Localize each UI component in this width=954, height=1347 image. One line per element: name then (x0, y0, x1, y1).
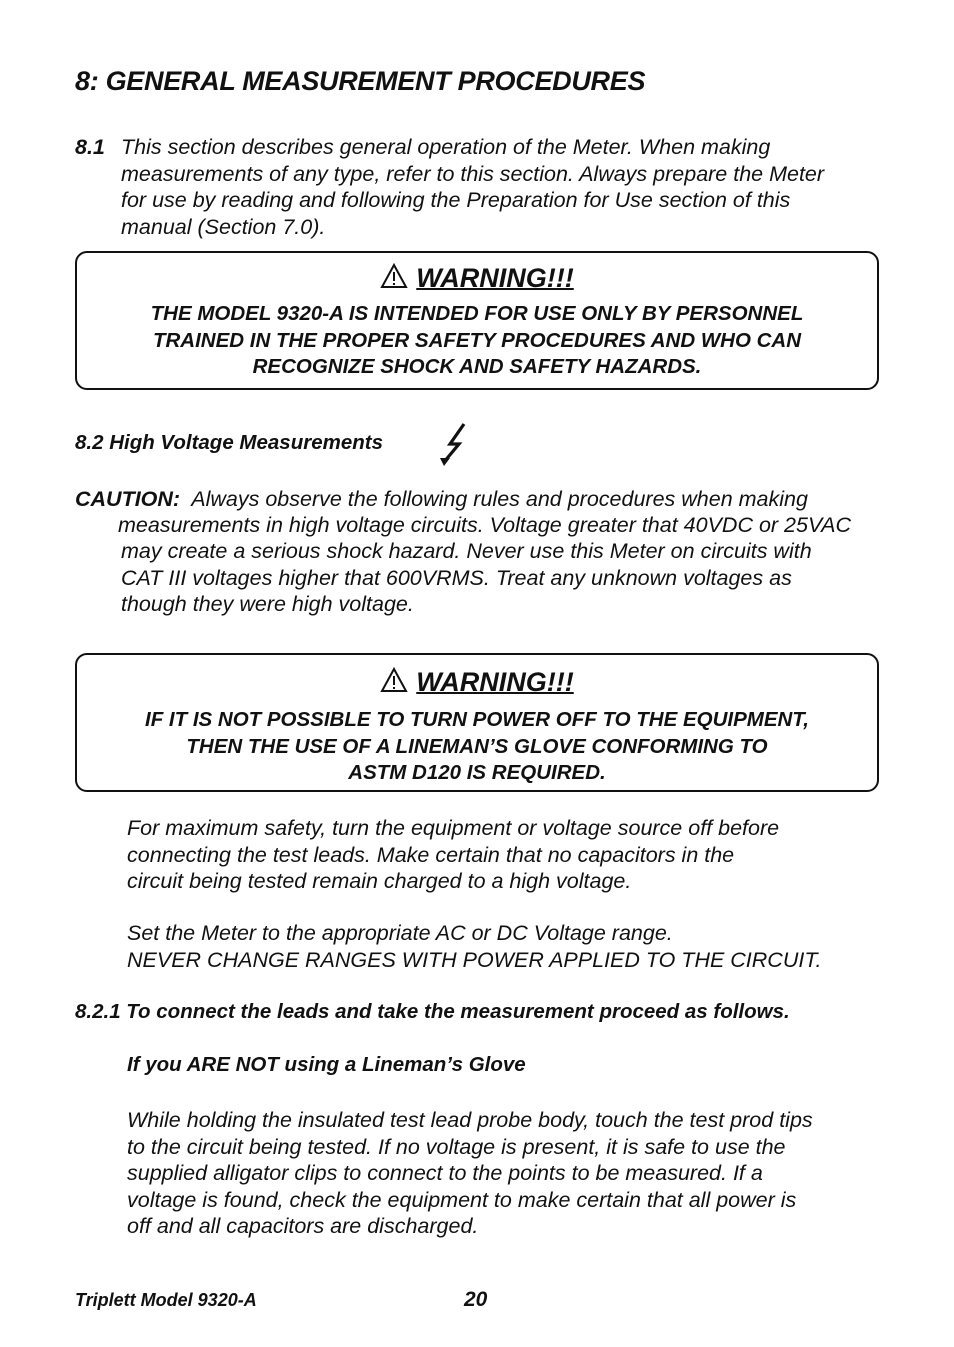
warning-line: RECOGNIZE SHOCK AND SAFETY HAZARDS. (252, 355, 702, 378)
text-line: to the circuit being tested. If no voltage is present, it is safe to use the (127, 1134, 786, 1159)
warning-line: THEN THE USE OF A LINEMAN’S GLOVE CONFORMING TO (186, 734, 768, 758)
caution-label: CAUTION: (75, 487, 181, 511)
text-line: Always observe the following rules and procedures when making (191, 487, 808, 511)
warning-title: WARNING!!! (416, 667, 574, 697)
safety-paragraph (127, 815, 779, 895)
caution-first-line (75, 486, 808, 513)
text-line: though they were high voltage. (121, 592, 414, 616)
page-number: 20 (464, 1288, 488, 1311)
text-line: For maximum safety, turn the equipment or voltage source off before (127, 816, 780, 840)
warning-heading (77, 667, 877, 698)
warning-box-glove (75, 653, 879, 792)
warning-line: THE MODEL 9320-A IS INTENDED FOR USE ONLY BY PERSONNEL (150, 302, 804, 325)
warning-box-personnel (75, 251, 879, 390)
footer-model: Triplett Model 9320-A (75, 1290, 257, 1310)
glove-subheading: If you ARE NOT using a Lineman’s Glove (127, 1053, 526, 1076)
section-title: 8: GENERAL MEASUREMENT PROCEDURES (75, 66, 646, 96)
text-line: may create a serious shock hazard. Never use this Meter on circuits with (121, 539, 812, 563)
lightning-bolt-icon (436, 422, 476, 473)
warning-line: TRAINED IN THE PROPER SAFETY PROCEDURES AND WHO CAN (152, 328, 802, 352)
warning-line: ASTM D120 IS REQUIRED. (348, 761, 606, 784)
section-number-8-1: 8.1 (75, 135, 105, 159)
section-8-2-heading: 8.2 High Voltage Measurements (75, 431, 383, 454)
warning-triangle-icon (380, 263, 408, 294)
warning-text (77, 707, 877, 787)
text-line: circuit being tested remain charged to a high voltage. (127, 869, 632, 893)
text-line: CAT III voltages higher that 600VRMS. Treat any unknown voltages as (121, 565, 792, 590)
text-line: voltage is found, check the equipment to make certain that all power is (127, 1187, 797, 1212)
section-8-2-1-heading: 8.2.1 To connect the leads and take the measurement proceed as follows. (75, 1000, 790, 1023)
text-line: supplied alligator clips to connect to the points to be measured. If a (127, 1161, 763, 1185)
warning-triangle-icon (380, 667, 408, 698)
text-line: Set the Meter to the appropriate AC or DC Voltage range. (127, 921, 673, 945)
text-line: connecting the test leads. Make certain that no capacitors in the (127, 842, 735, 867)
warning-title: WARNING!!! (416, 263, 574, 293)
caution-text (121, 538, 812, 618)
text-line: for use by reading and following the Preparation for Use section of this (121, 188, 791, 212)
text-line: NEVER CHANGE RANGES WITH POWER APPLIED TO THE CIRCUIT. (127, 947, 822, 972)
procedure-paragraph (127, 1107, 813, 1240)
warning-heading (77, 263, 877, 294)
range-paragraph (127, 920, 821, 973)
section-8-1-text (121, 134, 824, 240)
text-line: measurements of any type, refer to this section. Always prepare the Meter (121, 161, 825, 186)
text-line: off and all capacitors are discharged. (127, 1214, 479, 1238)
warning-line: IF IT IS NOT POSSIBLE TO TURN POWER OFF TO THE EQUIPMENT, (145, 708, 809, 731)
warning-text (77, 301, 877, 381)
text-line: This section describes general operation of the Meter. When making (121, 135, 771, 159)
text-line: While holding the insulated test lead probe body, touch the test prod tips (127, 1108, 813, 1132)
text-line: manual (Section 7.0). (121, 214, 326, 239)
caution-line: measurements in high voltage circuits. Voltage greater that 40VDC or 25VAC (118, 513, 851, 537)
